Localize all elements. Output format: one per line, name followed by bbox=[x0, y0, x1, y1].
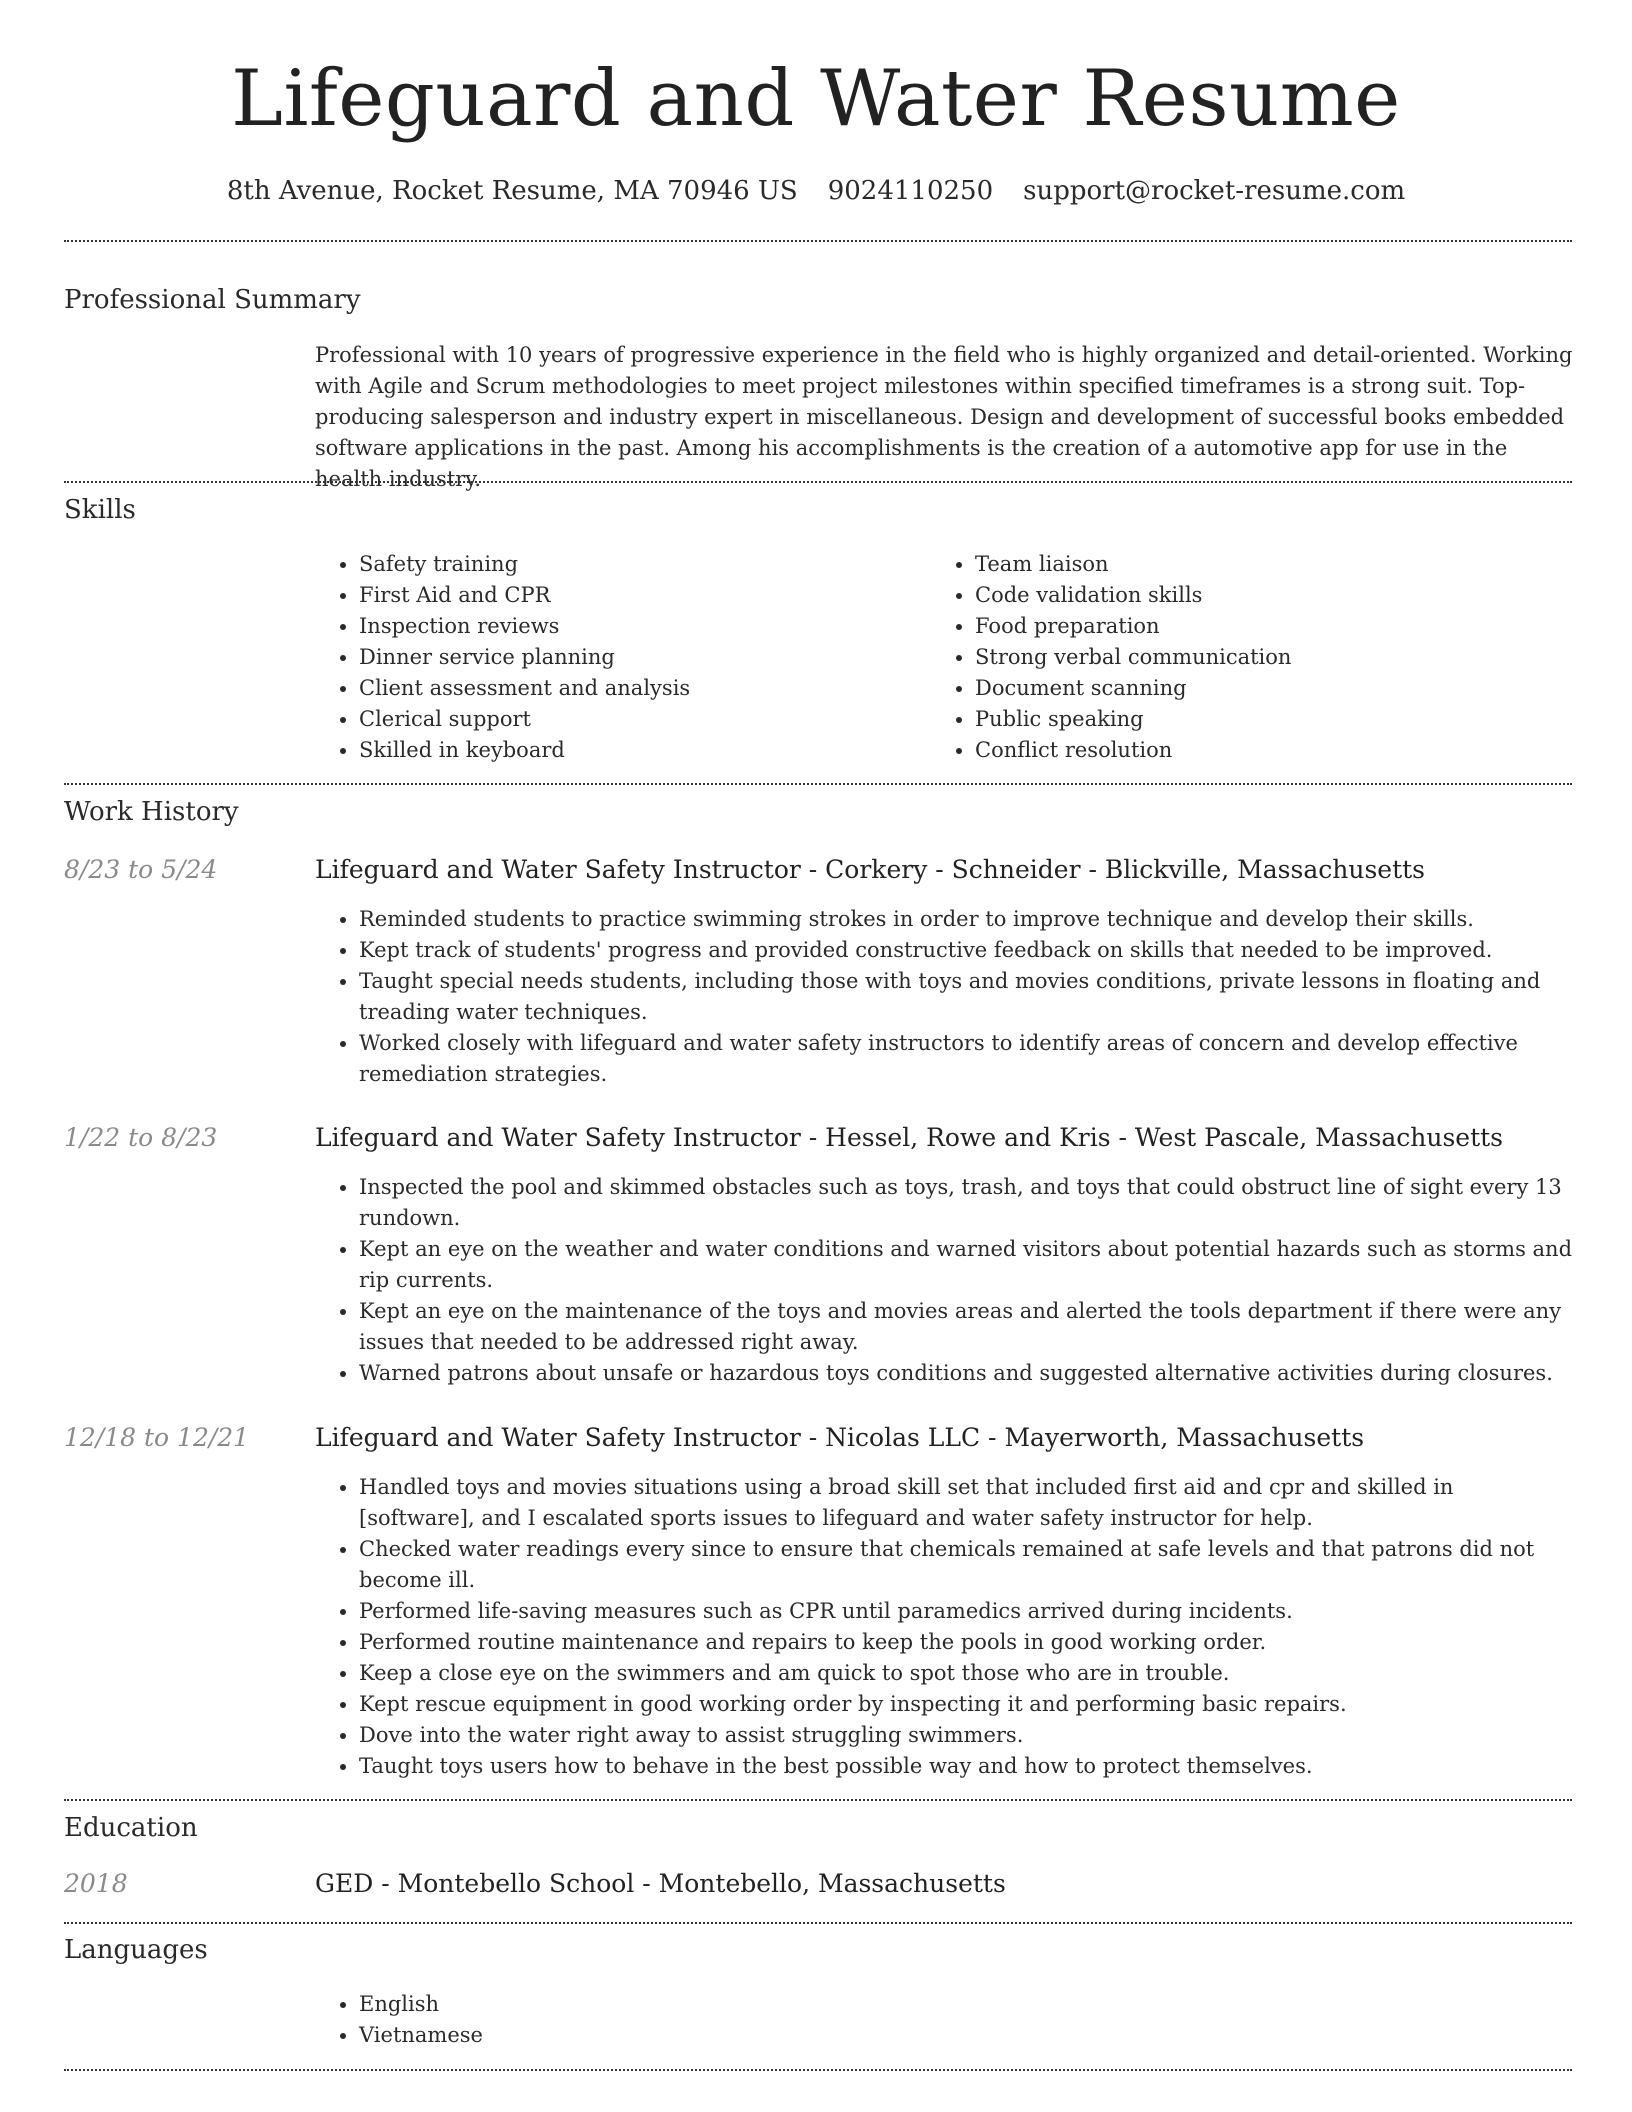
skill-item: • First Aid and CPR bbox=[359, 580, 931, 611]
skill-item: • Safety training bbox=[359, 549, 931, 580]
job-bullet: • Performed life-saving measures such as CPR until paramedics arrived during incidents. bbox=[359, 1596, 1575, 1627]
job-title: Lifeguard and Water Safety Instructor - Hessel, Rowe and Kris - West Pascale, Massachusetts bbox=[315, 1123, 1503, 1152]
languages-list bbox=[315, 1989, 1575, 2051]
job-bullet: • Kept rescue equipment in good working order by inspecting it and performing basic repairs. bbox=[359, 1689, 1575, 1720]
job-dates: 1/22 to 8/23 bbox=[64, 1123, 218, 1152]
section-title-skills: Skills bbox=[64, 495, 136, 525]
education-entry: GED - Montebello School - Montebello, Massachusetts bbox=[315, 1869, 1006, 1898]
skill-item: • Client assessment and analysis bbox=[359, 673, 931, 704]
contact-phone: 9024110250 bbox=[827, 176, 994, 206]
education-year: 2018 bbox=[64, 1869, 128, 1898]
job-dates: 12/18 to 12/21 bbox=[64, 1423, 250, 1452]
skills-list bbox=[315, 549, 1575, 766]
job-bullet: • Inspected the pool and skimmed obstacles such as toys, trash, and toys that could obstruct line of sight every 13 rundown. bbox=[359, 1172, 1575, 1234]
job-bullet: • Dove into the water right away to assist struggling swimmers. bbox=[359, 1720, 1575, 1751]
skill-item: • Document scanning bbox=[975, 673, 1547, 704]
divider bbox=[64, 783, 1572, 785]
contact-address: 8th Avenue, Rocket Resume, MA 70946 US bbox=[226, 176, 798, 206]
job-bullets bbox=[315, 904, 1575, 1090]
job-bullet: • Warned patrons about unsafe or hazardous toys conditions and suggested alternative activities during closures. bbox=[359, 1358, 1575, 1389]
job-title: Lifeguard and Water Safety Instructor - Nicolas LLC - Mayerworth, Massachusetts bbox=[315, 1423, 1365, 1452]
resume-header bbox=[0, 0, 1632, 208]
language-item: • Vietnamese bbox=[359, 2020, 1575, 2051]
section-title-education: Education bbox=[64, 1813, 198, 1843]
job-bullet: • Worked closely with lifeguard and water safety instructors to identify areas of concern and develop effective remediation strategies. bbox=[359, 1028, 1575, 1090]
job-bullet: • Taught toys users how to behave in the best possible way and how to protect themselves. bbox=[359, 1751, 1575, 1782]
job-bullet: • Kept an eye on the weather and water conditions and warned visitors about potential hazards such as storms and rip currents. bbox=[359, 1234, 1575, 1296]
divider bbox=[64, 2069, 1572, 2071]
job-title: Lifeguard and Water Safety Instructor - Corkery - Schneider - Blickville, Massachusetts bbox=[315, 855, 1425, 884]
job-dates: 8/23 to 5/24 bbox=[64, 855, 218, 884]
divider bbox=[64, 1799, 1572, 1801]
divider bbox=[64, 1922, 1572, 1924]
skill-item: • Clerical support bbox=[359, 704, 931, 735]
skill-item: • Code validation skills bbox=[975, 580, 1547, 611]
skill-item: • Inspection reviews bbox=[359, 611, 931, 642]
job-bullet: • Handled toys and movies situations using a broad skill set that included first aid and cpr and skilled in [software], and I escalated sports issues to lifeguard and water safety instructor for help. bbox=[359, 1472, 1575, 1534]
divider bbox=[64, 481, 1572, 483]
skill-item: • Team liaison bbox=[975, 549, 1547, 580]
job-bullet: • Checked water readings every since to ensure that chemicals remained at safe levels and that patrons did not become ill. bbox=[359, 1534, 1575, 1596]
skill-item: • Skilled in keyboard bbox=[359, 735, 931, 766]
contact-line bbox=[0, 174, 1632, 208]
skill-item: • Dinner service planning bbox=[359, 642, 931, 673]
summary-text: Professional with 10 years of progressive experience in the field who is highly organized and detail-oriented. Working with Agile and Scrum methodologies to meet project milestones within specified timeframes is a strong suit. Top-producing salesperson and industry expert in miscellaneous. Design and development of successful books embedded software applications in the past. Among his accomplishments is the creation of a automotive app for use in the health industry. bbox=[315, 343, 1573, 491]
skill-item: • Strong verbal communication bbox=[975, 642, 1547, 673]
skill-item: • Food preparation bbox=[975, 611, 1547, 642]
job-bullets bbox=[315, 1472, 1575, 1782]
skill-item: • Conflict resolution bbox=[975, 735, 1547, 766]
language-item: • English bbox=[359, 1989, 1575, 2020]
section-title-summary: Professional Summary bbox=[64, 285, 361, 315]
contact-email[interactable]: support@rocket-resume.com bbox=[1023, 176, 1406, 206]
job-bullet: • Keep a close eye on the swimmers and am quick to spot those who are in trouble. bbox=[359, 1658, 1575, 1689]
skills-column-right bbox=[931, 549, 1547, 766]
skills-column-left bbox=[315, 549, 931, 766]
job-bullet: • Kept track of students' progress and provided constructive feedback on skills that needed to be improved. bbox=[359, 935, 1575, 966]
section-title-work: Work History bbox=[64, 797, 239, 827]
divider bbox=[64, 240, 1572, 242]
job-bullet: • Taught special needs students, including those with toys and movies conditions, private lessons in floating and treading water techniques. bbox=[359, 966, 1575, 1028]
job-bullet: • Performed routine maintenance and repairs to keep the pools in good working order. bbox=[359, 1627, 1575, 1658]
section-title-languages: Languages bbox=[64, 1935, 208, 1965]
job-bullet: • Reminded students to practice swimming strokes in order to improve technique and develop their skills. bbox=[359, 904, 1575, 935]
job-bullets bbox=[315, 1172, 1575, 1389]
skill-item: • Public speaking bbox=[975, 704, 1547, 735]
candidate-name: Lifeguard and Water Resume bbox=[231, 54, 1401, 144]
job-bullet: • Kept an eye on the maintenance of the toys and movies areas and alerted the tools department if there were any issues that needed to be addressed right away. bbox=[359, 1296, 1575, 1358]
